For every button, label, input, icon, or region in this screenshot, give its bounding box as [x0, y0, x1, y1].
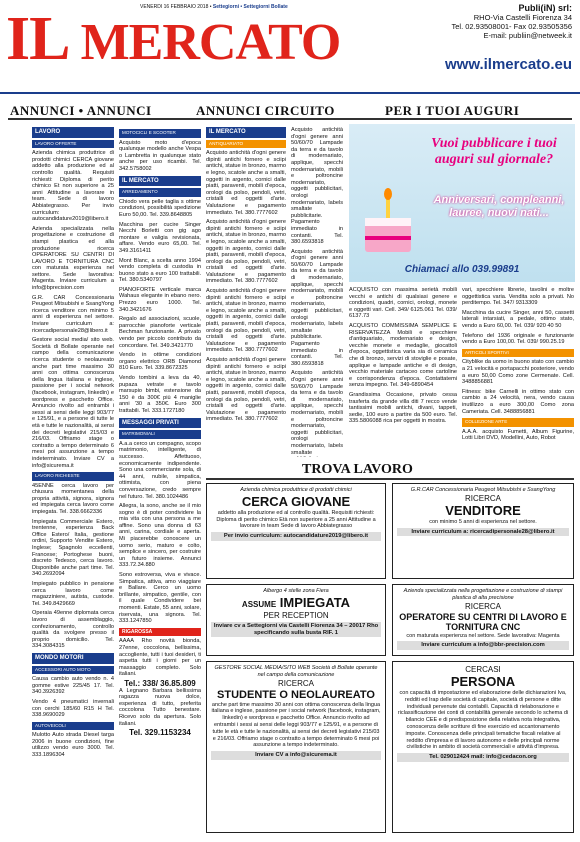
job-contact[interactable]: Inviare cv a Settegiorni via Castelli Fiorenza 34 – 20017 Rho specificando sulla busta RIF. 1	[211, 622, 381, 638]
subcategory-accessori: ACCESSORI AUTO MOTO	[32, 666, 114, 675]
job-contact[interactable]: Inviare CV a info@sicurema.it	[211, 751, 381, 760]
ad-item: ACQUISTO COMMISSIMA SEMPLICE E RISERVATEZZA Mobili e specchiere d'antiquariato, modernariato e design, vecchie monete e medaglie, giocattoli d'epoca, oggettistica varia sia di ceramica che di bronzo, servizi di stoviglie e posate, applique e lampade antiche e di design, vecchio materiale cartaceo come cartoline e corrispondenza d'epoca. Contattatemi senza impegno. Tel. 349-6890454	[349, 322, 457, 389]
job-box-impiegata[interactable]	[206, 584, 386, 656]
ad-item: Gestore social media/ sito web. Società di Bollate operante nel campo della comunicazione ricerca studente o neolaureato anche part time massimo 30 anni con ottima conoscenza della lingua italiana e inglese, passione per i social network (facebook, instagram, linkedin) e wordpress e pacchetto Office. Annuncio rivolto ad entrambi i sessi ai sensi delle leggi 903/77 e 125/91, e a persone di tutte le età e tutte le nazionalità, ai sensi dei decreti legislativi 215/03 e 216/03. Offriamo stage o contratto a tempo determinato 6 mesi poi assunzione a tempo indeterminato. Inviare CV a info@sicurema.it	[32, 337, 114, 469]
ad-item: Acquisto antichità d'ogni genere dipinti antichi fornero e sciipi antichi, statue in bronzo, marmo e legno, scatole anche a smalti, oggetti in argento, cornici dalle piatti, paraventi, mobili d'epoca, orologi da polso, pendoli, vetri, cristalli ed oggetti d'arte. Valutazione e pagamento immediato. Tel. 380.7777602	[206, 150, 286, 216]
ad-item: Azienda specializzata nella progettazione e costruzione di stampi plastica ed alla produzione ricerca OPERATORE SU CENTRI DI LAVORO E TORNITURA CNC con maturata esperienza nel settore. Sede lavorativa: Magenta. Inviare curriculum a info@bprecision.com	[32, 225, 114, 292]
job-subtitle: PER RECEPTION	[263, 610, 329, 620]
ad-item: Mulotto Auto strada Diesel targa 2006 in buone condizioni, fine utilizzo vendo euro 3000. Tel. 333.1896304	[32, 732, 114, 759]
ad-item: Cityblike da uomo in buono stato con cambio a 21 velocità e portapacchi posteriore, vendo a euro 50,00 Como zone Cermenate. Cell. 3488856881	[462, 359, 574, 386]
column-circuito-1	[206, 127, 286, 457]
subcategory-richieste: LAVORO RICHIESTE	[32, 472, 114, 481]
publisher-address: RHO-Via Castelli Fiorenza 34	[473, 13, 572, 22]
category-rigarossa: RIGAROSSA	[119, 628, 201, 637]
job-title: PERSONA	[450, 674, 516, 689]
column-mercato	[119, 127, 201, 832]
site-link[interactable]: www.ilmercato.eu	[445, 56, 572, 73]
subcategory-autoveicoli: AUTOVEICOLI	[32, 722, 114, 731]
ad-item: Acquisto antichità d'ogni genere dipinti antichi fornero e sciipi antichi, statue in bronzo, marmo e legno, scatole anche a smalti, oggetti in argento, cornici dalle piatti, paraventi, mobili d'epoca, orologi da polso, pendoli, vetri, cristalli ed oggetti d'arte. Valutazione e pagamento immediato. Tel. 380.7777602	[206, 357, 286, 423]
job-body: con minimo 5 anni di esperienza nel settore.	[429, 518, 537, 525]
ad-item: 45ENNE cerca lavoro per chiusura momentanea della propria attività, signora, signora ed impiegata cerca lavoro come impiegata. Tel. 338.6662336	[32, 482, 114, 516]
ad-item: Fitness: bike Carnelli in ottimo stato con cambio a 24 velocità, nera, vendo causa inutilizzo a euro 300,00 Como zona Cameriata. Cell. 3488856881	[462, 388, 574, 415]
issue-date: VENERDI 16 FEBBRAIO 2018	[140, 4, 209, 10]
job-box-studente[interactable]	[206, 661, 386, 833]
promo-headline: Vuoi pubblicare i tuoi auguri sul giornale?	[431, 136, 557, 167]
ad-item: Grandissima Occasione, privato cessa trasferta da grande villa diti 7 recco vende tantissimi mobili antichi, divani, tappeti, sedie, 100 euro a partire da 500 euro. Tel. 335.5806088 rica per oggetti in mostra.	[349, 391, 457, 425]
ad-item: Operaia 49enne diplomata cerca lavoro di assemblaggio, confezionamento, controllo qualità da svolgere presso il proprio domicilio. Tel. 334.3084315	[32, 610, 114, 650]
ad-item: Vendo 4 pneumatici invernali con cerchi 185/60 R15 H Tel. 338.9690029	[32, 698, 114, 719]
ad-item: Impiegata Commerciale Estero, trentenne, esperienza Back Office Estero/ Italia, gestione ordini, Supporto Vendite Estero, Inglese; Spagnolo eccellenti, Francese; Portoghese buoni, discreto Tedesco, cerca lavoro. Disponibile anche part time. Tel. 340.2692094	[32, 518, 114, 578]
column-acquisto	[349, 287, 457, 457]
ad-item: Telefono del 1936 originale e funzionante vendo a Euro 100,00. Tel. 039/ 990.25.19	[462, 332, 574, 346]
job-label: RICERCA	[277, 678, 314, 688]
job-header: G.R.CAR Concessionaria Peugeot Mitsubishi e SsangYong	[410, 487, 556, 493]
ad-item: Acquisto antichità d'ogni genere anni 50/60/70 Lampade da terra e da tavolo di modernariato, applique, specchi modernariato, mobili e poltroncine modernariato, oggetti pubblicitari, orologi modernariato, labels smaltate	[291, 370, 343, 456]
ad-item: Acquisto antichità d'ogni genere anni 50/60/70 Lampade da terra e da tavolo di modernariato, applique, specchi modernariato, mobili e poltroncine modernariato, oggetti pubblicitari, orologi modernariato, labels smaltate pubblicitarie. Pagamento immediato in contanti. Tel. 380.6593818	[291, 127, 343, 246]
ad-item: Azienda chimica produttrice di prodotti chimici CERCA giovane addetto alla produzione ed al controllo qualità. Requisiti richiesti: Diploma di perito chimico Et non superiore a 25 anni Attitudine a lavorare in team. Sede di lavoro Abbiategrasso. Per invio curriculum: autocandidature2019@libero.it	[32, 150, 114, 223]
job-title: VENDITORE	[445, 502, 521, 518]
ad-item: Vendo tombini a leva da 40, pupaza vetrate e tavolo marsupio bimbi, estensione da 150 è da 300€ più 4 maniglie anni '30 a 350€. Euro 300 trattabili. Tel. 333.1727180	[119, 375, 201, 414]
column-vendo	[462, 287, 574, 457]
ad-item: AAAA Rho novità bionda, 27enne, coccolona, bellissima, accogliente, tutti i tuoi desideri, ti aspetta tutti i giorni per un massaggio completo. Solo italiani.	[119, 638, 201, 678]
category-lavoro: LAVORO	[32, 127, 114, 138]
section-annunci: ANNUNCI • ANNUNCI	[10, 103, 152, 118]
ad-item: ACQUISTO con massima serietà mobili vecchi e antichi di qualsiasi genere e condizioni, quadri, cornici, orologi, monete e oggetti vari. Cell. 349/ 6125.061 Tel. 039/ 6137.73	[349, 287, 457, 320]
job-contact[interactable]: Tel. 029012424 mail: info@cedacon.org	[397, 753, 569, 762]
trova-rule	[206, 478, 574, 480]
ad-item: Chiodo vera pelle taglia s ottime condizioni, possibilità spedizione Euro 50,00. Tel. 339.8648805	[119, 198, 201, 218]
job-body: anche part time massimo 30 anni con ottima conoscenza della lingua italiana e inglese, passione per i social network (facebook, instagram, linkedin) e wordpress e pacchetto Office. Annuncio rivolto ad entrambi i sessi ai sensi delle leggi 903/77 e 125/91, e a persone di tutte le età e tutte le nazionalità, ai sensi dei decreti legislativi 215/03 e 216/03. Offriamo stage o contratto a tempo determinato 6 mesi poi assunzione a tempo indeterminato.	[211, 701, 381, 749]
publisher-phone: Tel. 02.93508001- Fax 02.93505356	[451, 22, 572, 31]
job-header: Azienda chimica produttrice di prodotti chimici	[240, 487, 352, 493]
issue-tags: Settegiorni • Settegiorni Bollate	[212, 4, 288, 10]
logo: IL MERCATO	[6, 5, 341, 73]
job-header: CERCASI	[465, 665, 501, 674]
promo-subline: Anniversari, compleanni, lauree, nuovi nati...	[433, 194, 565, 219]
job-header: Azienda specializzata nella progettazione e costruzione di stampi plastica di alta precisione	[403, 588, 563, 601]
job-contact[interactable]: Per invio curriculum: autocandidature2019@libero.it	[211, 532, 381, 541]
job-label: RICERCA	[464, 601, 501, 611]
subcategory-motocicli: MOTOCICLI E SCOOTER	[119, 129, 201, 138]
promo-auguri[interactable]	[349, 124, 575, 282]
job-body: con capacità di impostazione ed elaborazione delle dichiarazioni Iva, redditi ed Irap delle società di capitale, società di persone e ditte individuali pervenute dai contabili. Capacità di rielaborazione e riclassificazione dei conti di contabilità generale secondo lo schema di bilancio CEE e di predisposizione della relativa nota integrativa, conoscenza delle scritture di fine esercizio ed accantonamento imposte. Conoscenza delle principali tematiche fiscali relative al reddito d'impresa e di lavoro autonomo e delle principali norme civilistiche in ambito di società commerciali e attività d'impresa.	[397, 690, 569, 751]
ad-item: Regalo ad associazioni, scuole, parrocchie pianoforte verticale Bechman funzionante. A privato vendo per piccolo contributo da concordare. Tel. 349.3421770	[119, 316, 201, 349]
ad-item: Allegra, la sono, anche se il mio sogno è di poter condividere la mia vita con una persona a me affine. Sono una donna di 63 anni, carina, cordiale e aperta. Mi piacerebbe conoscere un uomo serio, maturo e colto, semplice e sincero, per costruire un futuro insieme. Annunci 333.72.34.880	[119, 503, 201, 569]
column-lavoro	[32, 127, 114, 832]
job-title: OPERATORE SU CENTRI DI LAVORO E TORNITURA CNC	[399, 611, 567, 632]
job-box-operatore[interactable]	[392, 584, 574, 656]
subcategory-arredamento: ARREDAMENTO	[119, 188, 201, 197]
job-title: CERCA GIOVANE	[241, 493, 351, 509]
ad-item: Macchina per cucire Singer Necchi Borletti con gig ago montare e valigia revisionata, affare. Vendo euro 65,00. Tel. 349.3161411	[119, 221, 201, 254]
subcategory-matrimoniali: MATRIMONIALI	[119, 430, 201, 439]
section-rule	[8, 118, 572, 120]
subcategory-sport: ARTICOLI SPORTIVI	[462, 349, 574, 358]
ad-item: Impiegato pubblico in pensione cerca lavoro come magazziniere, autista, custode. Tel. 349.8429669	[32, 581, 114, 607]
job-contact[interactable]: Inviare curriculum a: ricercadipersonale28@libero.it	[397, 528, 569, 537]
category-messaggi: MESSAGGI PRIVATI	[119, 418, 201, 429]
ad-item: A.A.A. acquisto Fumetti, Album Figurine, Lotti Libri DVD, Modellini, Auto, Robot	[462, 428, 574, 442]
ad-item: PIANOFORTE verticale marca Wahaus elegante in ebano nero. Prezzo euro 1000. Tel. 340.3421676	[119, 286, 201, 313]
ad-item: A.a.a cerco un compagno, scopo matrimonio, intelligente, di successo. Affettuoso, economicamente indipendente. Sono una commerciante sola, di 44 anni, nubile, simpatica, ottimista, con piena conversazione, credo sempre nel futuro. Tel. 380.1024486	[119, 440, 201, 500]
section-circuito: ANNUNCI CIRCUITO	[196, 103, 335, 118]
publisher-name: Publi(iN) srl:	[518, 3, 572, 13]
ad-item: A Legnano Barbara bellissima ragazza nuova dolce, esperienza di tutto, preferita coccolona Tutto benestare. Ricevo solo da apertura. Solo italiani.	[119, 687, 201, 727]
ad-item: Acquisto antichità d'ogni genere dipinti antichi fornero e sciipi antichi, statue in bronzo, marmo e legno, scatole anche a smalti, oggetti in argento, cornici dalle piatti, paraventi, mobili d'epoca, orologi da polso, pendoli, vetri, cristalli ed oggetti d'arte. Valutazione e pagamento immediato. Tel. 380.7777602	[206, 288, 286, 354]
job-box-persona[interactable]	[392, 661, 574, 833]
job-label: RICERCA	[464, 493, 501, 503]
section-auguri: PER I TUOI AUGURI	[385, 103, 520, 118]
job-body: con maturata esperienza nel settore. Sede lavorativa: Magenta	[406, 632, 560, 639]
job-contact[interactable]: Inviare curriculum a info@bbr-precision.com	[397, 641, 569, 650]
publisher-email[interactable]: E-mail: publiin@netweek.it	[483, 31, 572, 40]
ad-phone: Tel.: 338/ 36.85.809	[124, 678, 196, 688]
job-title: STUDENTE O NEOLAUREATO	[217, 688, 375, 701]
job-label: ASSUME	[241, 599, 277, 609]
subcategory-offerte: LAVORO OFFERTE	[32, 140, 114, 149]
masthead	[0, 0, 580, 94]
job-body: addetto alla produzione ed al controllo qualità. Requisiti richiesti: Diploma di perito chimico Età non superiore a 25 anni Attitudine a lavorare in team Sede di lavoro Abbiategrasso	[216, 509, 376, 530]
category-mercato: IL MERCATO	[119, 176, 201, 187]
job-header: Albergo 4 stelle zona Fiera	[263, 588, 329, 594]
ad-item: G.R. CAR Concessionaria Peugeot Mitsubishi e SsangYong ricerca venditore con minimo 5 anni di esperienza nel settore. Inviare curriculum a: ricercadipersonale28@libero.it	[32, 294, 114, 334]
publisher-info	[451, 4, 572, 40]
trova-lavoro-title: TROVA LAVORO	[302, 462, 413, 477]
promo-phone[interactable]: Chiamaci allo 039.99891	[404, 264, 520, 275]
ad-item: Acquisto antichità d'ogni genere dipinti antichi fornero e sciipi antichi, statue in bronzo, marmo e legno, scatole anche a smalti, oggetti in argento, cornici dalle piatti, paraventi, mobili d'epoca, orologi da polso, pendoli, vetri, cristalli ed oggetti d'arte. Valutazione e pagamento immediato. Tel. 380.7777602	[206, 219, 286, 285]
column-circuito-2	[291, 127, 343, 457]
ad-item: Acquisto antichità d'ogni genere anni 50/60/70 Lampade da terra e da tavolo di modernariato, applique, specchi modernariato, mobili e poltroncine modernariato, oggetti pubblicitari, orologi modernariato, labels smaltate pubblicitarie. Pagamento immediato in contanti. Tel. 380.6593818	[291, 248, 343, 367]
ad-item: Vendo in ottime condizioni organo elettrico ORB Diamond 810 Euro. Tel. 339.8672325	[119, 352, 201, 372]
issue-line: VENERDI 16 FEBBRAIO 2018 • Settegiorni • Settegiorni Bollate	[140, 4, 288, 10]
ad-phone: Tel. 329.1153234	[129, 728, 191, 738]
category-mercato: IL MERCATO	[206, 127, 286, 138]
job-box-venditore[interactable]	[392, 483, 574, 579]
job-header: GESTORE SOCIAL MEDIA/SITO WEB Società di Bollate operante nel campo della comunicazione	[214, 665, 378, 678]
job-box-chimica[interactable]	[206, 483, 386, 579]
category-motori: MONDO MOTORI	[32, 653, 114, 664]
ad-item: Sono estroversa, viva e vivace. Simpatica, attiva, amo viaggiare e Ballare. Cerco un uomo brillante, simpatico, gentile, con il quale Condividere bei momenti. Estate, 55 anni, solare, riservata, una signora. Tel. 333.1247850	[119, 572, 201, 625]
cake-icon	[357, 184, 419, 256]
ad-item: Mont Blanc, a scelta anno 1994 vendo completa di custodia in buono stato a euro 100 trattabili. Tel. 380.5340797	[119, 257, 201, 284]
ad-item: Macchina da cucire Singer, anni 50, cassetti laterali intarsiati, a pedale, ottimo stato, vendo a Euro 60,00. Tel. 039/ 920 40 50	[462, 309, 574, 329]
ad-item: Acquisto moto d'epoca qualunque modello anche Vespa o Lambretta in qualunque stato anche per uso ricambi. Tel. 342.5758002	[119, 139, 201, 172]
job-title: IMPIEGATA	[279, 594, 351, 610]
subcategory-collezione: COLLEZIONE ARTE	[462, 418, 574, 427]
ad-item: vari, specchiere librerie, tavolini e moltre oggettistica varia. Vendita solo a privati. No perditempo. Tel. 347/ 9313309	[462, 287, 574, 307]
subcategory-antiquariato: ANTIQUARIATO	[206, 140, 286, 149]
ad-item: Causa cambio auto vendo n. 4 gomme estive 225/45 17. Tel. 340.3926392	[32, 676, 114, 696]
